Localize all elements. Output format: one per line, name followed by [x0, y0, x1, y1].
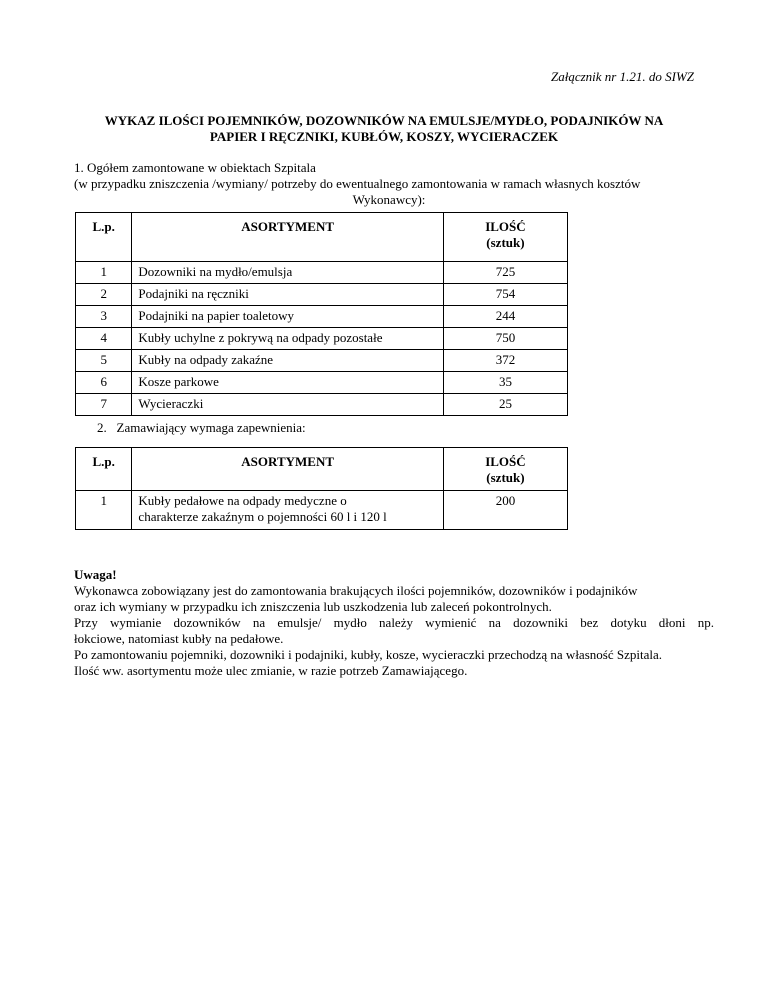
row-lp: 4 — [76, 328, 132, 350]
row-name: Podajniki na papier toaletowy — [132, 306, 443, 328]
row-name — [132, 491, 443, 530]
note-line-3: Przy wymianie dozowników na emulsje/ mydło należy wymienić na dozowniki bez dotyku dłoni np. — [74, 615, 714, 630]
intro-line-3: Wykonawcy): — [352, 192, 426, 207]
ilosc-label: ILOŚĆ — [485, 219, 526, 234]
row-qty: 372 — [443, 350, 567, 372]
document-title — [60, 113, 708, 145]
table-row — [76, 328, 568, 350]
unit-label: (sztuk) — [486, 470, 525, 485]
row-lp: 7 — [76, 394, 132, 416]
intro-line-2: (w przypadku zniszczenia /wymiany/ potrzeby do ewentualnego zamontowania w ramach własnych kosztów — [74, 176, 641, 191]
row-qty: 725 — [443, 262, 567, 284]
unit-label: (sztuk) — [486, 235, 525, 250]
required-items-table — [75, 447, 568, 530]
note-section — [74, 567, 714, 679]
col-lp-header: L.p. — [76, 213, 132, 262]
row-name: Kosze parkowe — [132, 372, 443, 394]
row-lp: 3 — [76, 306, 132, 328]
ilosc-label: ILOŚĆ — [485, 454, 526, 469]
row-qty: 754 — [443, 284, 567, 306]
row-lp: 1 — [76, 262, 132, 284]
intro-text — [74, 160, 704, 208]
note-line-4: łokciowe, natomiast kubły na pedałowe. — [74, 631, 284, 646]
table-row — [76, 350, 568, 372]
row-qty: 244 — [443, 306, 567, 328]
inventory-table — [75, 212, 568, 416]
title-line-1: WYKAZ ILOŚCI POJEMNIKÓW, DOZOWNIKÓW NA EMULSJE/MYDŁO, PODAJNIKÓW NA — [104, 113, 664, 128]
col-ilosc-header — [443, 448, 567, 491]
note-line-6: Ilość ww. asortymentu może ulec zmianie, w razie potrzeb Zamawiającego. — [74, 663, 468, 678]
col-ilosc-header — [443, 213, 567, 262]
note-line-5: Po zamontowaniu pojemniki, dozowniki i podajniki, kubły, kosze, wycieraczki przechodzą na własność Szpitala. — [74, 647, 662, 662]
table-row — [76, 306, 568, 328]
table-row — [76, 262, 568, 284]
note-line-2: oraz ich wymiany w przypadku ich zniszczenia lub uszkodzenia lub zaleceń pokontrolnych. — [74, 599, 552, 614]
row-lp: 6 — [76, 372, 132, 394]
intro-line-1: 1. Ogółem zamontowane w obiektach Szpitala — [74, 160, 316, 175]
row-name: Wycieraczki — [132, 394, 443, 416]
col-asortyment-header: ASORTYMENT — [132, 213, 443, 262]
row-lp: 5 — [76, 350, 132, 372]
table-row — [76, 372, 568, 394]
row-qty: 25 — [443, 394, 567, 416]
row-name-line-1: Kubły pedałowe na odpady medyczne o — [138, 493, 347, 508]
row-qty: 200 — [443, 491, 567, 530]
row-qty: 35 — [443, 372, 567, 394]
table-row — [76, 284, 568, 306]
row-name: Kubły uchylne z pokrywą na odpady pozostałe — [132, 328, 443, 350]
note-line-1: Wykonawca zobowiązany jest do zamontowania brakujących ilości pojemników, dozowników i podajników — [74, 583, 638, 598]
table-header-row — [76, 448, 568, 491]
row-lp: 1 — [76, 491, 132, 530]
row-qty: 750 — [443, 328, 567, 350]
table-header-row — [76, 213, 568, 262]
row-name-line-2: charakterze zakaźnym o pojemności 60 l i 120 l — [138, 509, 387, 524]
row-name: Kubły na odpady zakaźne — [132, 350, 443, 372]
row-lp: 2 — [76, 284, 132, 306]
annex-label: Załącznik nr 1.21. do SIWZ — [551, 69, 694, 84]
title-line-2: PAPIER I RĘCZNIKI, KUBŁÓW, KOSZY, WYCIERACZEK — [209, 129, 559, 144]
note-heading: Uwaga! — [74, 567, 117, 582]
section-2-heading: 2. Zamawiający wymaga zapewnienia: — [97, 420, 306, 435]
row-name: Podajniki na ręczniki — [132, 284, 443, 306]
table-row — [76, 394, 568, 416]
col-asortyment-header: ASORTYMENT — [132, 448, 443, 491]
col-lp-header: L.p. — [76, 448, 132, 491]
table-row — [76, 491, 568, 530]
row-name: Dozowniki na mydło/emulsja — [132, 262, 443, 284]
